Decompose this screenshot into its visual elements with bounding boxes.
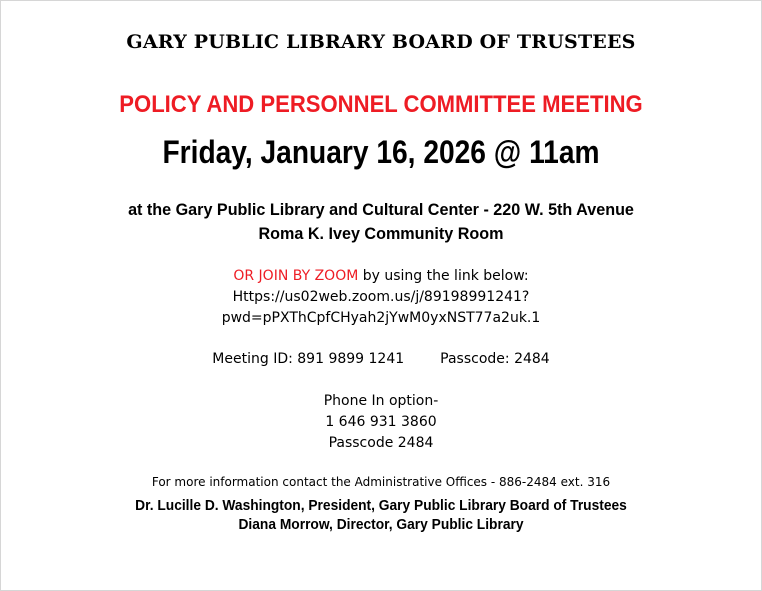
signature-director: Diana Morrow, Director, Gary Public Library: [238, 517, 524, 533]
meeting-date: Friday, January 16, 2026 @ 11am: [162, 134, 600, 170]
contact-info: For more information contact the Administrative Offices - 886-2484 ext. 316: [151, 475, 611, 489]
meeting-id: Meeting ID: 891 9899 1241: [212, 351, 405, 367]
meeting-title: POLICY AND PERSONNEL COMMITTEE MEETING: [119, 91, 643, 118]
meeting-location-address: at the Gary Public Library and Cultural Center - 220 W. 5th Avenue: [128, 200, 634, 219]
meeting-passcode: Passcode: 2484: [440, 351, 550, 367]
zoom-join-label: OR JOIN BY ZOOM: [233, 268, 359, 284]
meeting-credentials: [1, 351, 761, 367]
signature-president: Dr. Lucille D. Washington, President, Gary Public Library Board of Trustees: [135, 498, 627, 514]
zoom-join-line: [1, 268, 761, 284]
phone-in-passcode: Passcode 2484: [328, 435, 434, 451]
zoom-link-part2[interactable]: pwd=pPXThCpfCHyah2jYwM0yxNST77a2uk.1: [221, 310, 541, 326]
phone-in-heading: Phone In option-: [323, 393, 439, 409]
board-title: GARY PUBLIC LIBRARY BOARD OF TRUSTEES: [126, 31, 636, 53]
meeting-location-room: Roma K. Ivey Community Room: [258, 224, 504, 243]
phone-in-number: 1 646 931 3860: [325, 414, 437, 430]
zoom-link-part1[interactable]: Https://us02web.zoom.us/j/89198991241?: [232, 289, 530, 305]
zoom-join-instruction: by using the link below:: [358, 268, 529, 284]
